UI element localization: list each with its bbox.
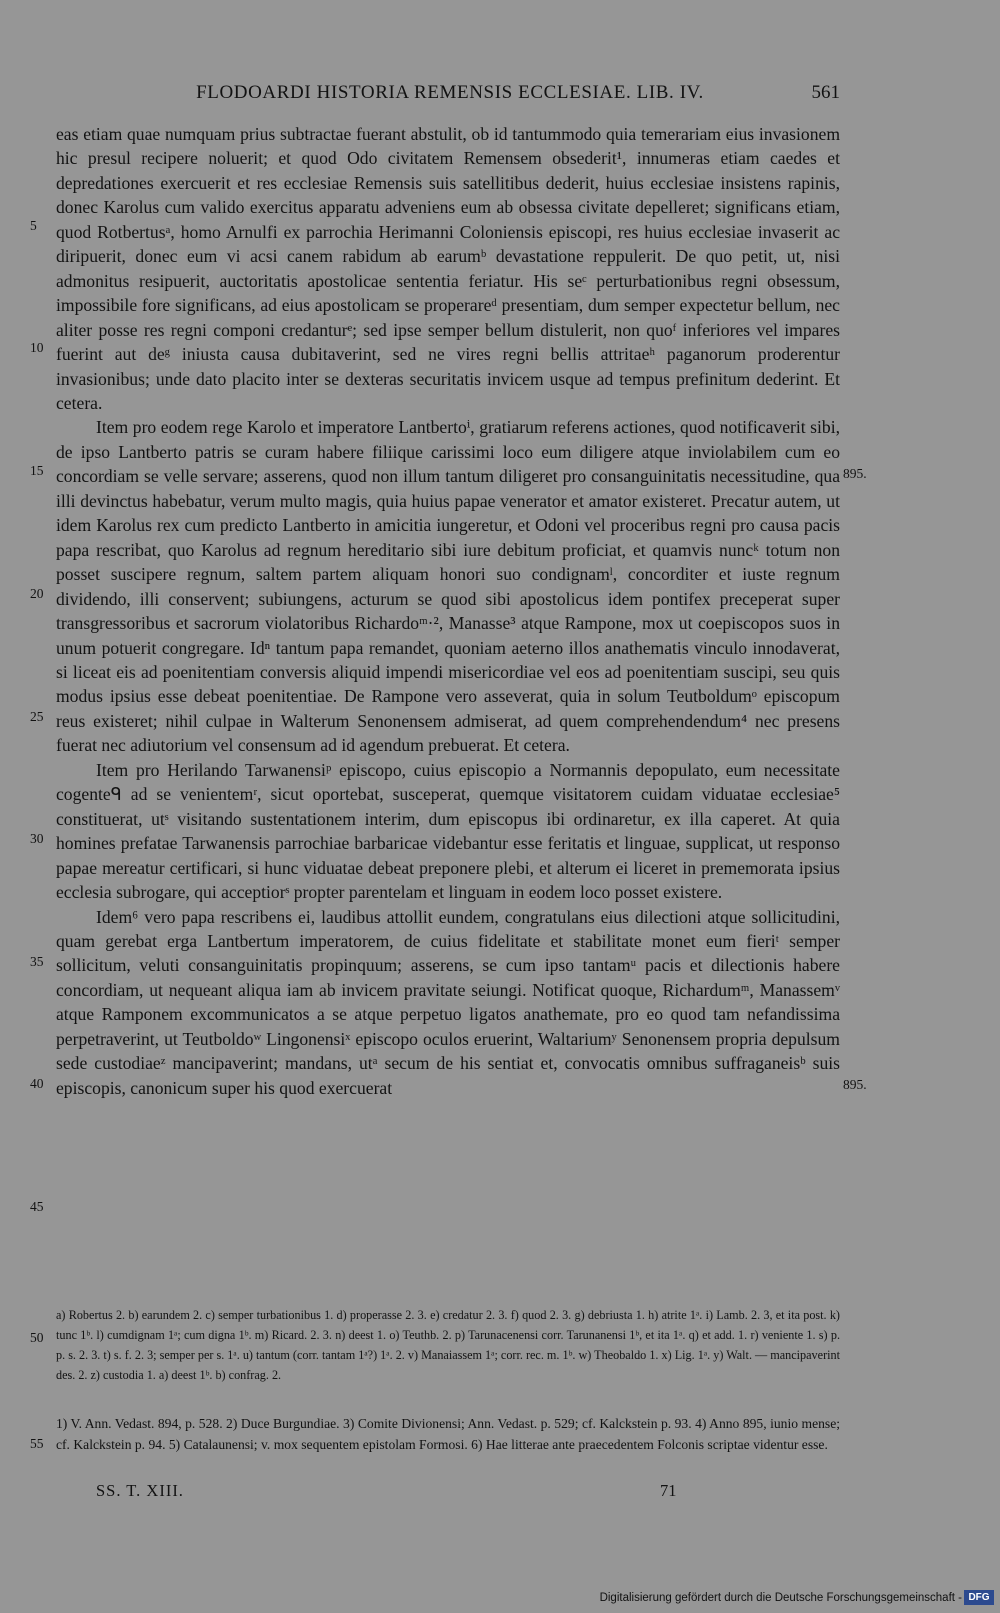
sheet-signature: SS. T. XIII. bbox=[96, 1481, 184, 1500]
paragraph: Item pro eodem rege Karolo et imperatore Lantbertoⁱ, gratiarum referens actiones, quod notificaverit sibi, de ipso Lantberto patris se curam habere filiique carissimi loco eum diligere atque inviolabilem cum eo concordiam se velle servare; asserens, quod non illum tantum diligeret pro consanguinitatis necessitudine, qua illi devinctus habebatur, verum multo magis, quia huius papae venerator et amator existeret. Precatur autem, ut idem Karolus rex cum predicto Lantberto in amicitia iungeretur, et Odoni vel proceribus regni pro causa pacis papa rescribat, quo Karolus ad regnum hereditario sibi iure debitum proficiat, et quamvis nuncᵏ totum non posset suscipere regnum, saltem partem aliquam honori suo condignamˡ, concorditer et iuste regnum dividendo, illi conservent; subiungens, acturum se quod sibi apostolicus idem pontifex preceperat super transgressoribus et sacrorum violatoribus Richardoᵐ·², Manasse³ atque Rampone, mox ut coepiscopos suos in unum potuerit congregare. Idⁿ tantum papa remandet, quoniam aeterno illos anathematis vinculo innodaverat, si liceat eis ad poenitentiam conversis aliquid impendi misericordiae vel eos ad poenitentiam suscipi, seu quis modus ipsius esse debeat poenitentiae. De Rampone vero asseverat, quia in solum Teutboldumᵒ episcopum reus existeret; nihil culpae in Walterum Senonensem admiserat, ad quem comprehendendum⁴ nec presens fuerat nec adiutorium vel consensum ad id agendum prebuerat. Et cetera. bbox=[56, 417, 840, 756]
running-header bbox=[0, 82, 1000, 106]
line-number: 30 bbox=[30, 831, 44, 846]
digitization-credit: Digitalisierung gefördert durch die Deutsche Forschungsgemeinschaft - bbox=[599, 1592, 962, 1604]
sheet-number: 71 bbox=[660, 1481, 677, 1500]
line-number: 25 bbox=[30, 709, 44, 724]
critical-apparatus: a) Robertus 2. b) earundem 2. c) semper turbationibus 1. d) properasse 2. 3. e) credatur 2. 3. f) quod 2. 3. g) debriusta 1. h) atrite 1ᵃ. i) Lamb. 2. 3, et ita post. k) tunc 1ᵇ. l) cumdignam 1ᵃ; cum digna 1ᵇ. m) Ricard. 2. 3. n) deest 1. o) Teuthb. 2. p) Tarunacenensi corr. Tarunanensi 1ᵇ, et ita 1ᵃ. q) et add. 1. r) veniente 1. s) p. p. s. 2. 3. t) s. f. 2. 3; semper per s. 1ᵃ. u) tantum (corr. tantam 1ᵃ?) 1ᵃ. 2. v) Manaiassem 1ᵃ; corr. rec. m. 1ᵇ. w) Theobaldo 1. x) Lig. 1ᵃ. y) Walt. — mancipaverint des. 2. z) custodia 1. a) deest 1ᵇ. b) confrag. 2. bbox=[56, 1308, 840, 1383]
running-title: FLODOARDI HISTORIA REMENSIS ECCLESIAE. LIB. IV. bbox=[196, 82, 704, 103]
line-number: 55 bbox=[30, 1436, 44, 1451]
line-number: 5 bbox=[30, 218, 37, 233]
paragraph: Item pro Herilando Tarwanensiᵖ episcopo, cuius episcopio a Normannis depopulato, eum necessitate cogenteᑫ ad se venientemʳ, sicut oportebat, susceperat, quemque visitatorem cuidam viduatae ecclesiae⁵ constituerat, utˢ visitando sustentationem interim, dum episcopus ibi ordinaretur, ex illa caperet. At quia homines prefatae Tarwanensis parrochiae barbaricae videbantur esse feritatis et linguae, supplicat, ut responso papae mereatur certificari, si hunc viduatae debeat preponere plebi, et alterum ei liceret in prememorata ipsius ecclesia subrogare, qui acceptiorˢ propter parentelam et linguam in eodem loco posset existere. bbox=[56, 759, 840, 903]
line-number: 10 bbox=[30, 340, 44, 355]
line-number: 40 bbox=[30, 1076, 44, 1091]
paragraph: Idem⁶ vero papa rescribens ei, laudibus attollit eundem, congratulans eius dilectioni atque sollicitudini, quam gerebat erga Lantbertum imperatorem, de cuius fidelitate et stabilitate monet eum fieriᵗ semper sollicitum, veluti consanguinitatis propinquum; asserens, se cum ipso tantamᵘ pacis et dilectionis habere concordiam, ut nequeant aliqua iam ab invicem pravitate seiungi. Notificat quoque, Richardumᵐ, Manassemᵛ atque Ramponem excommunicatos a se atque perpetuo ligatos anathemate, pro eo quod tam nefandissima perpetraverint, ut Teutboldoʷ Lingonensiˣ episcopo oculos eruerint, Waltariumʸ Senonensem propria depulsum sede custodiaeᶻ mancipaverint; mandans, utᵃ secum de his sentiat et, convocatis omnibus suffraganeisᵇ suis episcopis, canonicum super his quod exercuerat bbox=[56, 906, 840, 1098]
margin-year-note: 895. bbox=[843, 1077, 867, 1092]
line-number: 45 bbox=[30, 1199, 44, 1214]
source-notes: 1) V. Ann. Vedast. 894, p. 528. 2) Duce Burgundiae. 3) Comite Divionensi; Ann. Vedast. p. 529; cf. Kalckstein p. 93. 4) Anno 895, iunio mense; cf. Kalckstein p. 94. 5) Catalaunensi; v. mox sequentem epistolam Formosi. 6) Hae litterae ante praecedentem Folconis scriptae videntur esse. bbox=[56, 1416, 840, 1452]
dfg-logo: DFG bbox=[964, 1590, 994, 1605]
line-number: 50 bbox=[30, 1330, 44, 1345]
line-number: 15 bbox=[30, 463, 44, 478]
paragraph: eas etiam quae numquam prius subtractae fuerant abstulit, ob id tantummodo quia temerariam eius invasionem hic presul recipere noluerit; et quod Odo civitatem Remensem obsederit¹, innumeras etiam caedes et depredationes exercuerit et res ecclesiae Remensis suis satellitibus dederit, huius ecclesiae insistens rapinis, donec Karolus cum valido exercitus apparatu adveniens eum ab obsessa civitate depelleret; significans etiam, quod Rotbertusᵃ, homo Arnulfi ex parrochia Herimanni Coloniensis episcopi, res huius ecclesiae invaserit ac diripuerit, donec eum vi acsi canem rabidum ab earumᵇ devastatione reppulerit. De quo petit, ut, nisi admonitus resipuerit, auctoritatis apostolicae sententia feriatur. His seᶜ perturbationibus regni obsessum, impossibile fore significans, ad eius apostolicam se properareᵈ presentiam, dum semper expectetur bellum, nec aliter posse res regni componi credanturᵉ; sed ipse semper bellum distulerit, non quoᶠ inferiores vel impares fuerint aut deᵍ iniusta causa dubitaverint, sed ne vires regni bellis attritaeʰ paganorum proderentur invasionibus; unde dato placito inter se dexteras securitatis invicem usque ad tempus prefinitum dederint. Et cetera. bbox=[56, 124, 840, 413]
margin-year-note: 895. bbox=[843, 466, 867, 481]
page-number: 561 bbox=[811, 82, 840, 103]
main-text bbox=[56, 122, 840, 1100]
line-number: 35 bbox=[30, 954, 44, 969]
line-number: 20 bbox=[30, 586, 44, 601]
